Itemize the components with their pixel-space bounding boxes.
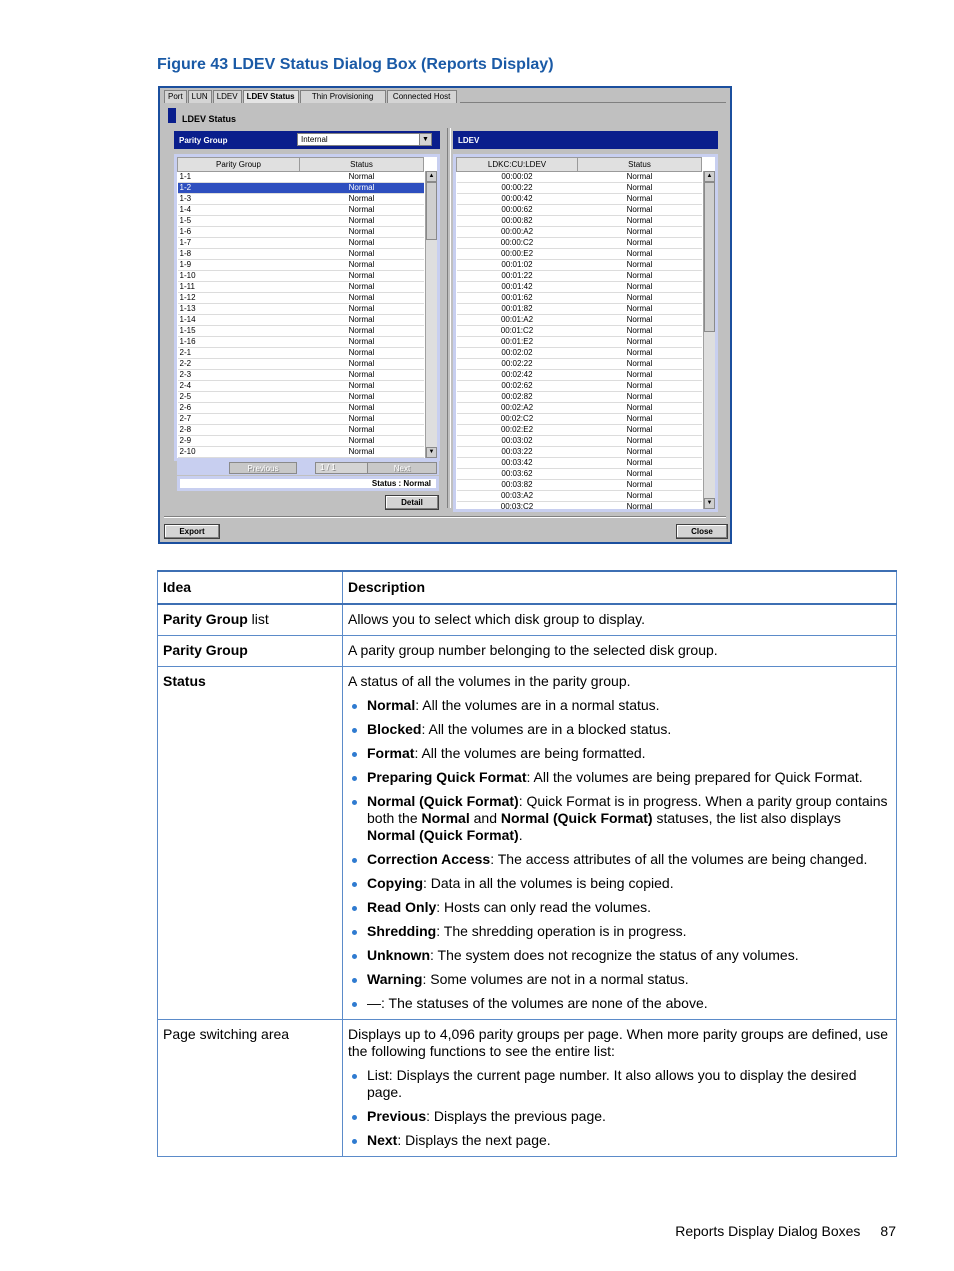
term: Blocked — [367, 721, 422, 737]
row-id-cell: 2-1 — [178, 348, 300, 359]
page-switching-list — [348, 1067, 891, 1149]
term: Next — [367, 1132, 398, 1148]
row-status-cell: Normal — [578, 359, 702, 370]
term: Previous — [367, 1108, 427, 1124]
table-row — [158, 667, 897, 1020]
row-id-cell: 2-7 — [178, 414, 300, 425]
status-summary — [177, 476, 439, 491]
parity-group-select-value: Internal — [301, 135, 328, 144]
row-status-cell: Normal — [578, 238, 702, 249]
row-status-cell: Normal — [578, 249, 702, 260]
row-id-cell: 2-6 — [178, 403, 300, 414]
row-id-cell: 00:01:82 — [457, 304, 578, 315]
term-desc: . — [518, 827, 523, 843]
tab-thin-provisioning[interactable]: Thin Provisioning — [300, 90, 386, 103]
table-row[interactable] — [457, 183, 702, 194]
tab-connected-host[interactable]: Connected Host — [387, 90, 457, 103]
row-status-cell: Normal — [578, 458, 702, 469]
row-id-cell: 00:00:62 — [457, 205, 578, 216]
table-row[interactable] — [178, 227, 424, 238]
table-row[interactable] — [457, 282, 702, 293]
table-row[interactable] — [178, 293, 424, 304]
term: Preparing Quick Format — [367, 769, 527, 785]
ldev-status-dialog — [158, 86, 732, 544]
idea-cell: Parity Group — [158, 636, 343, 667]
row-id-cell: 00:01:C2 — [457, 326, 578, 337]
list-item — [367, 923, 891, 940]
ldev-header-label: LDEV — [458, 136, 480, 145]
row-id-cell: 2-3 — [178, 370, 300, 381]
table-row[interactable] — [457, 414, 702, 425]
status-list — [348, 697, 891, 1012]
row-id-cell: 1-15 — [178, 326, 300, 337]
term: Normal (Quick Format) — [367, 827, 519, 843]
tab-ldev-status[interactable]: LDEV Status — [243, 90, 299, 103]
row-status-cell: Normal — [300, 249, 424, 260]
row-status-cell: Normal — [578, 216, 702, 227]
list-item — [367, 971, 891, 988]
row-id-cell: 00:00:E2 — [457, 249, 578, 260]
row-status-cell: Normal — [300, 282, 424, 293]
row-status-cell: Normal — [300, 436, 424, 447]
table-row[interactable] — [178, 326, 424, 337]
table-row[interactable] — [178, 271, 424, 282]
table-row[interactable] — [178, 282, 424, 293]
table-row[interactable] — [178, 381, 424, 392]
row-id-cell: 00:03:A2 — [457, 491, 578, 502]
row-status-cell: Normal — [578, 260, 702, 271]
row-status-cell: Normal — [300, 403, 424, 414]
row-id-cell: 00:03:02 — [457, 436, 578, 447]
scroll-thumb[interactable] — [704, 182, 715, 332]
row-id-cell: 1-2 — [178, 183, 300, 194]
row-id-cell: 00:03:62 — [457, 469, 578, 480]
term-suffix: list — [247, 611, 269, 627]
term-desc: : All the volumes are being formatted. — [414, 745, 646, 761]
table-row[interactable] — [178, 436, 424, 447]
row-id-cell: 1-11 — [178, 282, 300, 293]
description-table — [157, 570, 897, 1157]
row-status-cell: Normal — [300, 447, 424, 458]
row-status-cell: Normal — [300, 238, 424, 249]
term-desc: and — [469, 810, 501, 826]
table-row[interactable] — [457, 425, 702, 436]
list-item: —: The statuses of the volumes are none of the above. — [367, 995, 891, 1012]
table-row[interactable] — [178, 216, 424, 227]
row-status-cell: Normal — [300, 392, 424, 403]
row-status-cell: Normal — [578, 469, 702, 480]
term-desc: : Hosts can only read the volumes. — [436, 899, 652, 915]
parity-group-header-label: Parity Group — [179, 136, 228, 145]
column-header-status[interactable]: Status — [578, 158, 702, 172]
row-status-cell: Normal — [578, 480, 702, 491]
row-status-cell: Normal — [300, 293, 424, 304]
table-row[interactable] — [457, 436, 702, 447]
tab-port[interactable]: Port — [164, 90, 187, 103]
table-row[interactable] — [457, 480, 702, 491]
column-header-ldkc-cu-ldev[interactable]: LDKC:CU:LDEV — [457, 158, 578, 172]
table-row — [158, 1020, 897, 1157]
list-item — [367, 899, 891, 916]
table-row[interactable] — [457, 326, 702, 337]
row-id-cell: 2-10 — [178, 447, 300, 458]
table-row — [158, 604, 897, 636]
parity-group-table — [177, 157, 424, 458]
row-status-cell: Normal — [578, 403, 702, 414]
section-marker — [168, 108, 176, 123]
description-cell: A parity group number belonging to the selected disk group. — [343, 636, 897, 667]
row-status-cell: Normal — [300, 414, 424, 425]
table-row — [158, 636, 897, 667]
term: Normal — [421, 810, 470, 826]
table-row[interactable] — [457, 227, 702, 238]
row-id-cell: 00:03:42 — [457, 458, 578, 469]
row-id-cell: 1-5 — [178, 216, 300, 227]
row-id-cell: 1-10 — [178, 271, 300, 282]
row-id-cell: 1-1 — [178, 172, 300, 183]
term-desc: : Data in all the volumes is being copied. — [423, 875, 674, 891]
page-select-value: 1 / 1 — [320, 463, 336, 472]
table-row[interactable] — [457, 293, 702, 304]
row-status-cell: Normal — [578, 447, 702, 458]
table-row[interactable] — [178, 447, 424, 458]
table-row[interactable] — [457, 502, 702, 513]
table-row[interactable] — [457, 381, 702, 392]
table-row[interactable] — [457, 359, 702, 370]
list-item — [367, 769, 891, 786]
row-id-cell: 00:02:82 — [457, 392, 578, 403]
row-status-cell: Normal — [300, 348, 424, 359]
tab-lun[interactable]: LUN — [188, 90, 212, 103]
row-id-cell: 1-13 — [178, 304, 300, 315]
idea-cell: Status — [158, 667, 343, 1020]
section-title: LDEV Status — [182, 114, 237, 124]
list-item — [367, 1132, 891, 1149]
row-status-cell: Normal — [578, 271, 702, 282]
table-row[interactable] — [178, 260, 424, 271]
row-status-cell: Normal — [578, 414, 702, 425]
table-row[interactable] — [457, 194, 702, 205]
table-row[interactable] — [457, 403, 702, 414]
row-status-cell: Normal — [578, 337, 702, 348]
table-row[interactable] — [457, 271, 702, 282]
ldev-panel-header — [453, 131, 718, 149]
row-status-cell: Normal — [300, 216, 424, 227]
table-row[interactable] — [457, 458, 702, 469]
row-status-cell: Normal — [300, 260, 424, 271]
page-number: 87 — [880, 1223, 896, 1239]
row-id-cell: 1-9 — [178, 260, 300, 271]
next-button[interactable]: Next — [367, 462, 437, 474]
row-status-cell: Normal — [578, 370, 702, 381]
row-status-cell: Normal — [300, 205, 424, 216]
table-row[interactable] — [457, 205, 702, 216]
row-id-cell: 1-6 — [178, 227, 300, 238]
row-status-cell: Normal — [578, 381, 702, 392]
term: Warning — [367, 971, 423, 987]
table-row[interactable] — [457, 315, 702, 326]
close-button[interactable]: Close — [676, 524, 728, 539]
row-status-cell: Normal — [300, 315, 424, 326]
list-item — [367, 745, 891, 762]
row-status-cell: Normal — [578, 172, 702, 183]
table-row[interactable] — [178, 348, 424, 359]
page-switching-area — [177, 461, 439, 475]
row-status-cell: Normal — [578, 392, 702, 403]
scroll-down-icon[interactable]: ▼ — [704, 498, 715, 509]
tab-ldev[interactable]: LDEV — [213, 90, 242, 103]
table-row[interactable] — [457, 337, 702, 348]
table-row[interactable] — [178, 392, 424, 403]
idea-cell — [158, 604, 343, 636]
table-row[interactable] — [178, 183, 424, 194]
status-summary-text: Status : Normal — [371, 479, 431, 488]
column-header-status[interactable]: Status — [300, 158, 424, 172]
row-id-cell: 1-16 — [178, 337, 300, 348]
list-item — [367, 697, 891, 714]
row-status-cell: Normal — [300, 271, 424, 282]
table-row[interactable] — [178, 205, 424, 216]
footer-section: Reports Display Dialog Boxes — [675, 1223, 861, 1239]
table-row[interactable] — [457, 370, 702, 381]
row-id-cell: 00:01:42 — [457, 282, 578, 293]
table-row[interactable] — [178, 359, 424, 370]
row-status-cell: Normal — [578, 282, 702, 293]
term-desc: : Displays the next page. — [397, 1132, 551, 1148]
row-status-cell: Normal — [578, 293, 702, 304]
list-item — [367, 875, 891, 892]
term: Parity Group — [163, 611, 248, 627]
row-id-cell: 00:02:22 — [457, 359, 578, 370]
row-status-cell: Normal — [300, 326, 424, 337]
term: Read Only — [367, 899, 437, 915]
row-status-cell: Normal — [578, 491, 702, 502]
table-row[interactable] — [457, 238, 702, 249]
tab-bar-line — [460, 90, 726, 103]
table-row[interactable] — [457, 260, 702, 271]
column-header-parity-group[interactable]: Parity Group — [178, 158, 300, 172]
row-id-cell: 00:01:E2 — [457, 337, 578, 348]
detail-button[interactable]: Detail — [385, 495, 439, 510]
row-status-cell: Normal — [578, 194, 702, 205]
row-status-cell: Normal — [300, 337, 424, 348]
term-desc: : Quick Format is in progress. When a parity group contains both the — [367, 793, 888, 826]
row-status-cell: Normal — [300, 227, 424, 238]
row-id-cell: 00:02:62 — [457, 381, 578, 392]
row-id-cell: 00:00:42 — [457, 194, 578, 205]
row-id-cell: 1-4 — [178, 205, 300, 216]
term: Shredding — [367, 923, 437, 939]
term: Normal (Quick Format) — [500, 810, 653, 826]
row-id-cell: 2-4 — [178, 381, 300, 392]
table-row[interactable] — [457, 392, 702, 403]
list-item — [367, 947, 891, 964]
parity-group-select[interactable] — [297, 133, 432, 146]
table-row[interactable] — [178, 403, 424, 414]
table-row[interactable] — [457, 304, 702, 315]
table-row[interactable] — [178, 337, 424, 348]
table-row[interactable] — [457, 172, 702, 183]
page-footer — [675, 1223, 896, 1239]
parity-list-scrollbar[interactable] — [425, 171, 437, 458]
row-status-cell: Normal — [578, 326, 702, 337]
row-id-cell: 00:03:C2 — [457, 502, 578, 513]
row-id-cell: 00:01:02 — [457, 260, 578, 271]
term: Format — [367, 745, 415, 761]
list-item — [367, 721, 891, 738]
row-status-cell: Normal — [578, 315, 702, 326]
row-id-cell: 00:00:82 — [457, 216, 578, 227]
row-id-cell: 2-8 — [178, 425, 300, 436]
term-desc: : All the volumes are in a blocked status. — [421, 721, 672, 737]
row-id-cell: 00:03:22 — [457, 447, 578, 458]
term-desc: : The shredding operation is in progress. — [436, 923, 687, 939]
row-id-cell: 1-8 — [178, 249, 300, 260]
row-id-cell: 2-2 — [178, 359, 300, 370]
previous-button[interactable]: Previous — [229, 462, 297, 474]
row-status-cell: Normal — [300, 183, 424, 194]
scroll-thumb[interactable] — [426, 182, 437, 240]
table-row[interactable] — [457, 491, 702, 502]
table-row[interactable] — [178, 414, 424, 425]
row-id-cell: 00:00:C2 — [457, 238, 578, 249]
row-status-cell: Normal — [578, 304, 702, 315]
ldev-list — [453, 154, 718, 512]
page-switching-intro: Displays up to 4,096 parity groups per page. When more parity groups are defined, use the following functions to see the entire list: — [348, 1026, 889, 1059]
figure-title: Figure 43 LDEV Status Dialog Box (Reports Display) — [157, 56, 554, 73]
row-status-cell: Normal — [578, 205, 702, 216]
row-id-cell: 00:00:A2 — [457, 227, 578, 238]
row-id-cell: 1-7 — [178, 238, 300, 249]
row-status-cell: Normal — [300, 304, 424, 315]
term-desc: : Some volumes are not in a normal status. — [422, 971, 689, 987]
table-row[interactable] — [178, 304, 424, 315]
table-row[interactable] — [457, 249, 702, 260]
row-status-cell: Normal — [578, 183, 702, 194]
term: Unknown — [367, 947, 430, 963]
row-id-cell: 00:00:02 — [457, 172, 578, 183]
term: Copying — [367, 875, 423, 891]
list-item — [367, 793, 891, 844]
ldev-list-scrollbar[interactable] — [703, 171, 715, 509]
status-intro: A status of all the volumes in the parity group. — [348, 673, 631, 689]
table-row[interactable] — [457, 469, 702, 480]
term: Normal (Quick Format) — [367, 793, 519, 809]
table-row[interactable] — [457, 348, 702, 359]
row-status-cell: Normal — [578, 348, 702, 359]
term-desc: statuses, the list also displays — [652, 810, 841, 826]
term-desc: : The access attributes of all the volumes are being changed. — [490, 851, 868, 867]
table-row[interactable] — [178, 238, 424, 249]
description-cell — [343, 1020, 897, 1157]
row-status-cell: Normal — [300, 359, 424, 370]
row-status-cell: Normal — [578, 227, 702, 238]
row-id-cell: 1-12 — [178, 293, 300, 304]
table-row[interactable] — [178, 370, 424, 381]
row-id-cell: 00:02:A2 — [457, 403, 578, 414]
row-status-cell: Normal — [578, 502, 702, 513]
table-row[interactable] — [178, 315, 424, 326]
row-id-cell: 00:01:62 — [457, 293, 578, 304]
list-item — [367, 1108, 891, 1125]
term-desc: : All the volumes are in a normal status. — [415, 697, 660, 713]
row-id-cell: 1-3 — [178, 194, 300, 205]
table-row[interactable] — [178, 425, 424, 436]
row-status-cell: Normal — [300, 172, 424, 183]
row-id-cell: 00:03:82 — [457, 480, 578, 491]
row-id-cell: 1-14 — [178, 315, 300, 326]
scroll-up-icon[interactable]: ▲ — [704, 171, 715, 182]
tab-bar — [164, 90, 458, 103]
row-id-cell: 00:00:22 — [457, 183, 578, 194]
export-button[interactable]: Export — [164, 524, 220, 539]
table-row[interactable] — [457, 447, 702, 458]
row-id-cell: 00:02:C2 — [457, 414, 578, 425]
row-id-cell: 00:02:02 — [457, 348, 578, 359]
idea-cell: Page switching area — [158, 1020, 343, 1157]
table-row[interactable] — [457, 216, 702, 227]
parity-group-list — [174, 154, 440, 461]
header-idea: Idea — [158, 571, 343, 604]
row-id-cell: 2-5 — [178, 392, 300, 403]
panel-divider — [447, 128, 451, 508]
row-status-cell: Normal — [300, 370, 424, 381]
term: Correction Access — [367, 851, 491, 867]
row-status-cell: Normal — [578, 436, 702, 447]
scroll-up-icon[interactable]: ▲ — [426, 171, 437, 182]
term: Normal — [367, 697, 416, 713]
table-row[interactable] — [178, 249, 424, 260]
chevron-down-icon[interactable]: ▼ — [419, 134, 431, 145]
row-status-cell: Normal — [300, 381, 424, 392]
list-item — [367, 851, 891, 868]
term-desc: : Displays the previous page. — [426, 1108, 606, 1124]
row-status-cell: Normal — [578, 425, 702, 436]
description-cell: Allows you to select which disk group to display. — [343, 604, 897, 636]
footer-divider — [164, 516, 726, 518]
list-item: List: Displays the current page number. It also allows you to display the desired page. — [367, 1067, 891, 1101]
row-id-cell: 00:01:22 — [457, 271, 578, 282]
row-id-cell: 00:02:42 — [457, 370, 578, 381]
scroll-down-icon[interactable]: ▼ — [426, 447, 437, 458]
row-id-cell: 00:02:E2 — [457, 425, 578, 436]
term-desc: : The system does not recognize the status of any volumes. — [430, 947, 799, 963]
row-status-cell: Normal — [300, 194, 424, 205]
table-row[interactable] — [178, 172, 424, 183]
row-id-cell: 2-9 — [178, 436, 300, 447]
row-id-cell: 00:01:A2 — [457, 315, 578, 326]
ldev-table — [456, 157, 702, 512]
term-desc: : All the volumes are being prepared for Quick Format. — [526, 769, 863, 785]
row-status-cell: Normal — [300, 425, 424, 436]
table-row[interactable] — [178, 194, 424, 205]
description-cell — [343, 667, 897, 1020]
header-description: Description — [343, 571, 897, 604]
